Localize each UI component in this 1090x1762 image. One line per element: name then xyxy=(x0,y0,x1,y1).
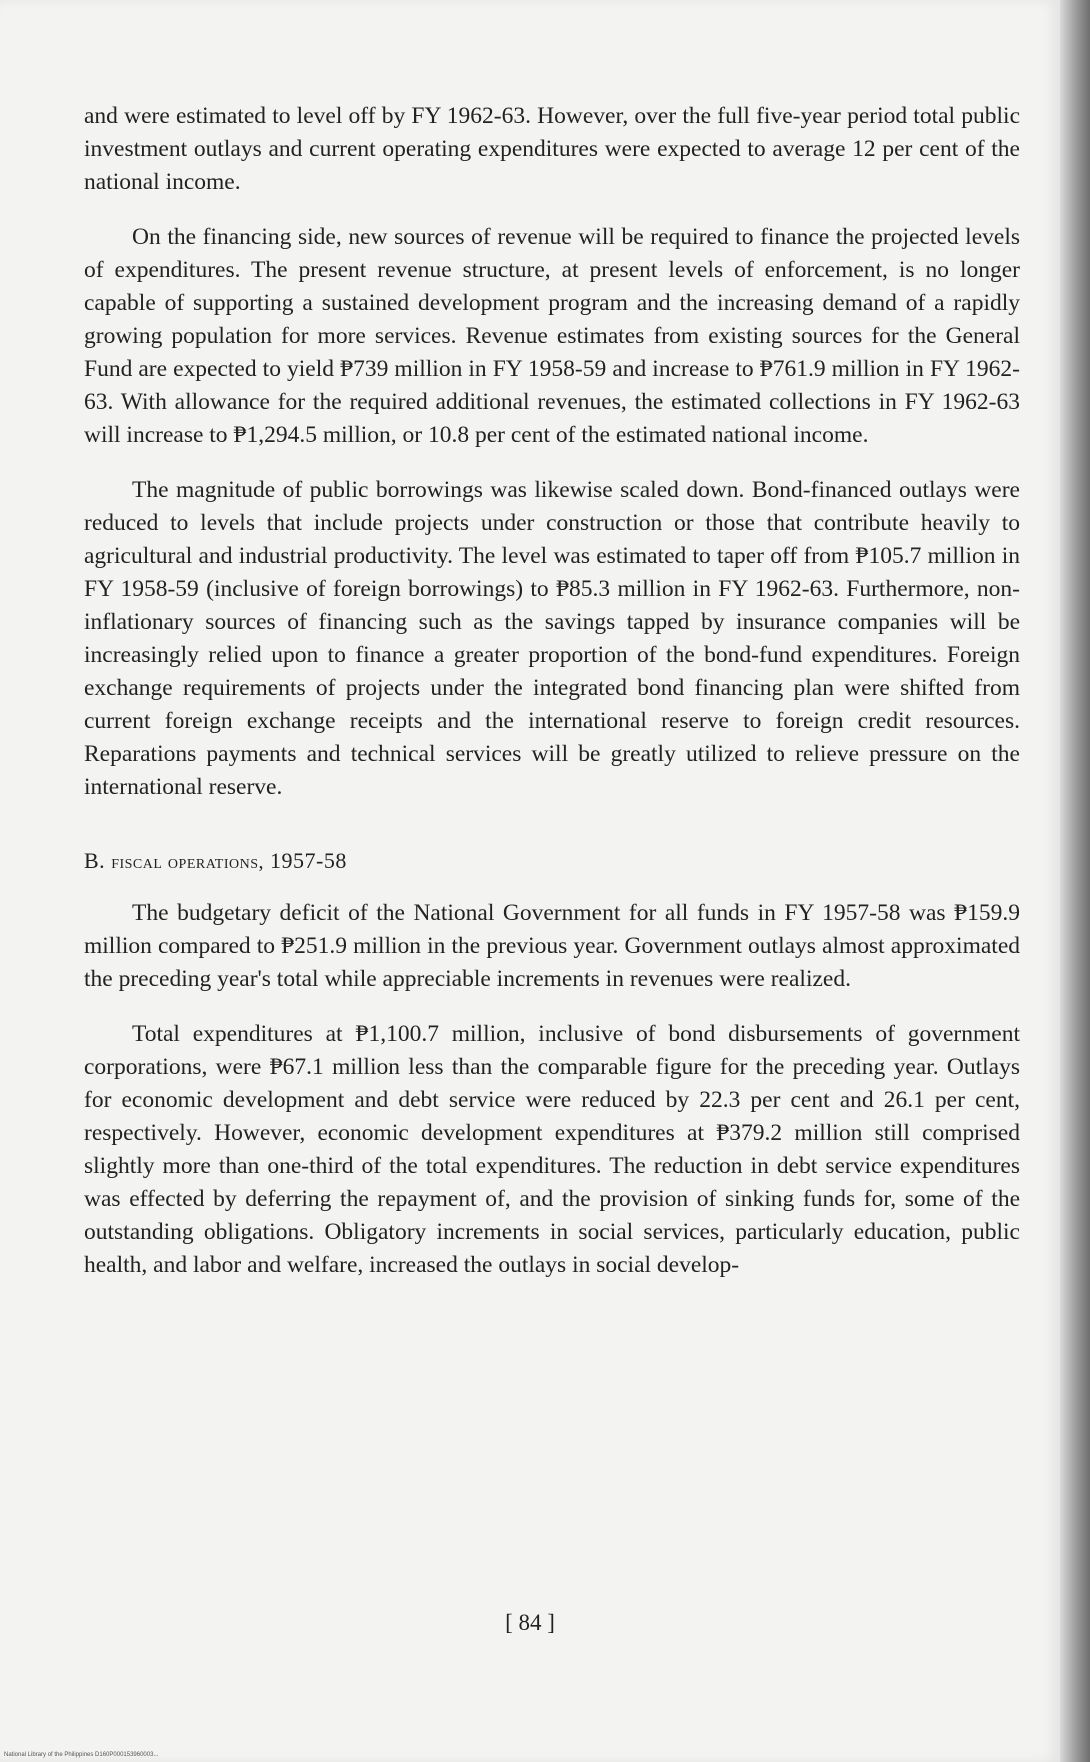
library-footer-note: National Library of the Philippines D160P000153960003... xyxy=(4,1752,159,1758)
paragraph-3: The magnitude of public borrowings was likewise scaled down. Bond-financed outlays were reduced to levels that include projects under construction or those that contribute heavily to agricultural and industrial productivity. The level was estimated to taper off from ₱105.7 million in FY 1958-59 (inclusive of foreign borrowings) to ₱85.3 million in FY 1962-63. Furthermore, non-inflationary sources of financing such as the savings tapped by insurance companies will be increasingly relied upon to finance a greater proportion of the bond-fund expenditures. Foreign exchange requirements of projects under the integrated bond financing plan were shifted from current foreign exchange receipts and the international reserve to foreign credit resources. Reparations payments and technical services will be greatly utilized to relieve pressure on the international reserve. xyxy=(84,477,1020,800)
paragraph-1: and were estimated to level off by FY 1962-63. However, over the full five-year period total public investment outlays and current operating expenditures were expected to average 12 per cent of the national income. xyxy=(84,103,1020,195)
scan-edge-shadow xyxy=(1060,0,1090,1762)
section-heading xyxy=(84,844,1020,879)
section-years: 1957-58 xyxy=(270,848,347,873)
paragraph-5: Total expenditures at ₱1,100.7 million, inclusive of bond disbursements of government corporations, were ₱67.1 million less than the comparable figure for the preceding year. Outlays for economic development and debt service were reduced by 22.3 per cent and 26.1 per cent, respectively. However, economic development expenditures at ₱379.2 million still comprised slightly more than one-third of the total expenditures. The reduction in debt service expenditures was effected by deferring the repayment of, and the provision of sinking funds for, some of the outstanding obligations. Obligatory increments in social services, particularly education, public health, and labor and welfare, increased the outlays in social develop- xyxy=(84,1021,1020,1278)
section-title: fiscal operations, xyxy=(111,851,264,873)
page-number: [ 84 ] xyxy=(505,1610,555,1635)
page-body xyxy=(84,100,1020,1304)
paragraph-2: On the financing side, new sources of revenue will be required to finance the projected levels of expenditures. The present revenue structure, at present levels of enforcement, is no longer capable of supporting a sustained development program and the increasing demand of a rapidly growing population for more services. Revenue estimates from existing sources for the General Fund are expected to yield ₱739 million in FY 1958-59 and increase to ₱761.9 million in FY 1962-63. With allowance for the required additional revenues, the estimated collections in FY 1962-63 will increase to ₱1,294.5 million, or 10.8 per cent of the estimated national income. xyxy=(84,224,1020,448)
section-letter: B. xyxy=(84,848,106,873)
paragraph-4: The budgetary deficit of the National Government for all funds in FY 1957-58 was ₱159.9 million compared to ₱251.9 million in the previous year. Government outlays almost approximated the preceding year's total while appreciable increments in revenues were realized. xyxy=(84,900,1020,992)
